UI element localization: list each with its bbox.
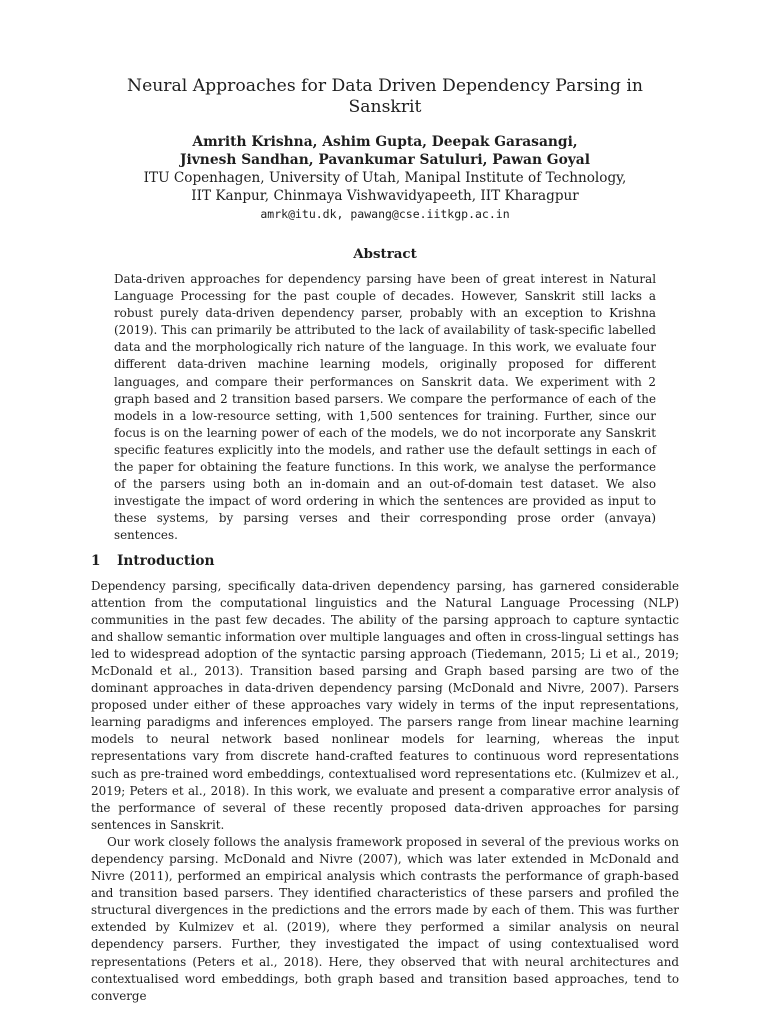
paper-page	[91, 76, 679, 1005]
author-list-line-2: Jivnesh Sandhan, Pavankumar Satuluri, Pawan Goyal	[180, 152, 590, 168]
section-heading-introduction	[91, 552, 679, 570]
intro-paragraph-1: Dependency parsing, specifically data-driven dependency parsing, has garnered considerable attention from the computational linguistics and the Natural Language Processing (NLP) communities in the past few decades. The ability of the parsing approach to capture syntactic and shallow semantic information over multiple languages and often in cross-lingual settings has led to widespread adoption of the syntactic parsing approach (Tiedemann, 2015; Li et al., 2019; McDonald et al., 2013). Transition based parsing and Graph based parsing are two of the dominant approaches in data-driven dependency parsing (McDonald and Nivre, 2007). Parsers proposed under either of these approaches vary widely in terms of the input representations, learning paradigms and inferences employed. The parsers range from linear machine learning models to neural network based nonlinear models for learning, whereas the input representations vary from discrete hand-crafted features to continuous word representations such as pre-trained word embeddings, contextualised word representations etc. (Kulmizev et al., 2019; Peters et al., 2018). In this work, we evaluate and present a comparative error analysis of the performance of several of these recently proposed data-driven approaches for parsing sentences in Sanskrit.	[91, 578, 679, 832]
section-number: 1	[91, 552, 101, 569]
abstract-heading: Abstract	[353, 246, 417, 262]
author-emails: amrk@itu.dk, pawang@cse.iitkgp.ac.in	[260, 207, 510, 221]
affiliation-line-1: ITU Copenhagen, University of Utah, Manipal Institute of Technology,	[143, 170, 627, 186]
intro-paragraph-2: Our work closely follows the analysis framework proposed in several of the previous works on dependency parsing. McDonald and Nivre (2007), which was later extended in McDonald and Nivre (2011), performed an empirical analysis which contrasts the performance of graph-based and transition based parsers. They identified characteristics of these parsers and profiled the structural divergences in the predictions and the errors made by each of them. This was further extended by Kulmizev et al. (2019), where they performed a similar analysis on neural dependency parsers. Further, they investigated the impact of using contextualised word representations (Peters et al., 2018). Here, they observed that with neural architectures and contextualised word embeddings, both graph based and transition based approaches, tend to converge	[91, 834, 679, 1003]
section-title: Introduction	[117, 552, 215, 569]
author-list-line-1: Amrith Krishna, Ashim Gupta, Deepak Garasangi,	[192, 134, 578, 150]
abstract-text: Data-driven approaches for dependency parsing have been of great interest in Natural Language Processing for the past couple of decades. However, Sanskrit still lacks a robust purely data-driven dependency parser, probably with an exception to Krishna (2019). This can primarily be attributed to the lack of availability of task-specific labelled data and the morphologically rich nature of the language. In this work, we evaluate four different data-driven machine learning models, originally proposed for different languages, and compare their performances on Sanskrit data. We experiment with 2 graph based and 2 transition based parsers. We compare the performance of each of the models in a low-resource setting, with 1,500 sentences for training. Further, since our focus is on the learning power of each of the models, we do not incorporate any Sanskrit specific features explicitly into the models, and rather use the default settings in each of the paper for obtaining the feature functions. In this work, we analyse the performance of the parsers using both an in-domain and an out-of-domain test dataset. We also investigate the impact of word ordering in which the sentences are provided as input to these systems, by parsing verses and their corresponding prose order (anvaya) sentences.	[114, 272, 656, 543]
paper-title: Neural Approaches for Data Driven Dependency Parsing in Sanskrit	[127, 76, 643, 117]
affiliation-line-2: IIT Kanpur, Chinmaya Vishwavidyapeeth, IIT Kharagpur	[191, 188, 579, 204]
